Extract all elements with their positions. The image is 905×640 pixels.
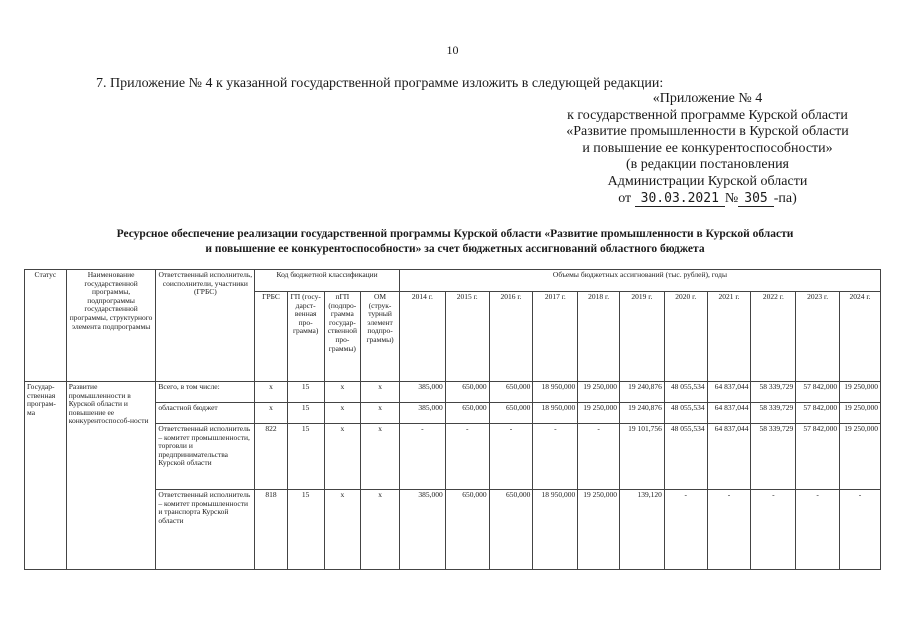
- value-cell: -: [840, 490, 881, 570]
- title-line-2: и повышение ее конкурентоспособности» за счет бюджетных ассигнований областного бюджета: [205, 243, 705, 255]
- document-title: [60, 227, 850, 257]
- pgp-cell: х: [324, 382, 361, 403]
- appendix-line-5: (в редакции постановления: [625, 157, 790, 173]
- header-year: 2020 г.: [664, 292, 707, 382]
- from-label: от: [618, 190, 632, 206]
- value-cell: 650,000: [445, 403, 489, 424]
- responsible-cell: областной бюджет: [156, 403, 255, 424]
- value-cell: 57 842,000: [796, 424, 840, 490]
- value-cell: 58 339,729: [751, 403, 796, 424]
- header-year: 2023 г.: [796, 292, 840, 382]
- header-year: 2019 г.: [620, 292, 665, 382]
- value-cell: 139,120: [620, 490, 665, 570]
- responsible-cell: Ответственный исполнитель – комитет промышленности и транспорта Курской области: [156, 490, 255, 570]
- header-om: ОМ (струк-турный элемент подпро-граммы): [361, 292, 400, 382]
- value-cell: 18 950,000: [533, 490, 578, 570]
- value-cell: 19 250,000: [840, 382, 881, 403]
- value-cell: 19 250,000: [578, 382, 620, 403]
- value-cell: -: [445, 424, 489, 490]
- value-cell: 19 250,000: [840, 403, 881, 424]
- header-year: 2014 г.: [399, 292, 445, 382]
- responsible-cell: Всего, в том числе:: [156, 382, 255, 403]
- header-status: Статус: [25, 270, 67, 382]
- value-cell: 385,000: [399, 490, 445, 570]
- appendix-line-6: Администрации Курской области: [607, 173, 808, 189]
- header-year: 2022 г.: [751, 292, 796, 382]
- value-cell: 19 101,756: [620, 424, 665, 490]
- appendix-line-2: к государственной программе Курской области: [567, 107, 848, 123]
- value-cell: 19 250,000: [840, 424, 881, 490]
- appendix-line-1: «Приложение № 4: [652, 91, 763, 106]
- header-name: Наименование государственной программы, подпрограммы государственной программы, структурного элемента подпрограммы: [66, 270, 156, 382]
- header-pgp: пГП (подпро-грамма государ-ственной про-граммы): [324, 292, 361, 382]
- gp-cell: 15: [287, 490, 324, 570]
- header-year: 2015 г.: [445, 292, 489, 382]
- value-cell: 48 055,534: [664, 424, 707, 490]
- value-cell: 18 950,000: [533, 403, 578, 424]
- value-cell: 19 250,000: [578, 490, 620, 570]
- value-cell: 57 842,000: [796, 382, 840, 403]
- om-cell: х: [361, 424, 400, 490]
- value-cell: 650,000: [445, 382, 489, 403]
- title-line-1: Ресурсное обеспечение реализации государственной программы Курской области «Развитие промышленности в Курской области: [116, 228, 794, 240]
- pgp-cell: х: [324, 424, 361, 490]
- value-cell: -: [533, 424, 578, 490]
- header-responsible: Ответственный исполнитель, соисполнители, участники (ГРБС): [156, 270, 255, 382]
- resolution-date: 30.03.2021: [635, 191, 725, 207]
- header-grbs: ГРБС: [255, 292, 288, 382]
- value-cell: -: [578, 424, 620, 490]
- value-cell: 19 250,000: [578, 403, 620, 424]
- budget-table: [24, 269, 881, 570]
- program-name-cell: Развитие промышленности в Курской области и повышение ее конкурентоспособ-ности: [66, 382, 156, 570]
- number-prefix: №: [724, 190, 739, 206]
- header-year: 2024 г.: [840, 292, 881, 382]
- value-cell: -: [489, 424, 533, 490]
- number-suffix: -па): [773, 190, 797, 206]
- table-row: [25, 382, 881, 403]
- value-cell: 57 842,000: [796, 403, 840, 424]
- header-year: 2021 г.: [707, 292, 751, 382]
- pgp-cell: х: [324, 490, 361, 570]
- gp-cell: 15: [287, 382, 324, 403]
- appendix-header: [520, 91, 895, 207]
- value-cell: -: [751, 490, 796, 570]
- value-cell: -: [664, 490, 707, 570]
- status-cell: Государ-ственная програм-ма: [25, 382, 67, 570]
- value-cell: -: [707, 490, 751, 570]
- appendix-line-3: «Развитие промышленности в Курской области: [566, 124, 849, 140]
- resolution-number: 305: [738, 191, 773, 207]
- value-cell: 650,000: [489, 490, 533, 570]
- header-year: 2016 г.: [489, 292, 533, 382]
- value-cell: 650,000: [489, 403, 533, 424]
- value-cell: 48 055,534: [664, 382, 707, 403]
- grbs-cell: 822: [255, 424, 288, 490]
- gp-cell: 15: [287, 403, 324, 424]
- value-cell: 650,000: [445, 490, 489, 570]
- value-cell: 64 837,044: [707, 382, 751, 403]
- grbs-cell: х: [255, 403, 288, 424]
- pgp-cell: х: [324, 403, 361, 424]
- value-cell: 58 339,729: [751, 382, 796, 403]
- value-cell: -: [399, 424, 445, 490]
- om-cell: х: [361, 490, 400, 570]
- value-cell: 385,000: [399, 382, 445, 403]
- header-year: 2018 г.: [578, 292, 620, 382]
- intro-paragraph: 7. Приложение № 4 к указанной государственной программе изложить в следующей редакции:: [96, 76, 664, 91]
- value-cell: 650,000: [489, 382, 533, 403]
- value-cell: 64 837,044: [707, 403, 751, 424]
- value-cell: 18 950,000: [533, 382, 578, 403]
- header-year: 2017 г.: [533, 292, 578, 382]
- header-gp: ГП (госу-дарст-венная про-грамма): [287, 292, 324, 382]
- value-cell: 19 240,876: [620, 382, 665, 403]
- responsible-cell: Ответственный исполнитель – комитет промышленности, торговли и предпринимательства Курской области: [156, 424, 255, 490]
- gp-cell: 15: [287, 424, 324, 490]
- header-code-group: Код бюджетной классификации: [255, 270, 400, 292]
- om-cell: х: [361, 403, 400, 424]
- grbs-cell: 818: [255, 490, 288, 570]
- value-cell: 385,000: [399, 403, 445, 424]
- grbs-cell: х: [255, 382, 288, 403]
- appendix-line-4: и повышение ее конкурентоспособности»: [582, 140, 833, 156]
- om-cell: х: [361, 382, 400, 403]
- value-cell: 64 837,044: [707, 424, 751, 490]
- appendix-date-line: [520, 191, 895, 208]
- value-cell: 58 339,729: [751, 424, 796, 490]
- value-cell: 19 240,876: [620, 403, 665, 424]
- page-number: 10: [446, 43, 459, 57]
- value-cell: -: [796, 490, 840, 570]
- header-volume-group: Объемы бюджетных ассигнований (тыс. рублей), годы: [399, 270, 880, 292]
- value-cell: 48 055,534: [664, 403, 707, 424]
